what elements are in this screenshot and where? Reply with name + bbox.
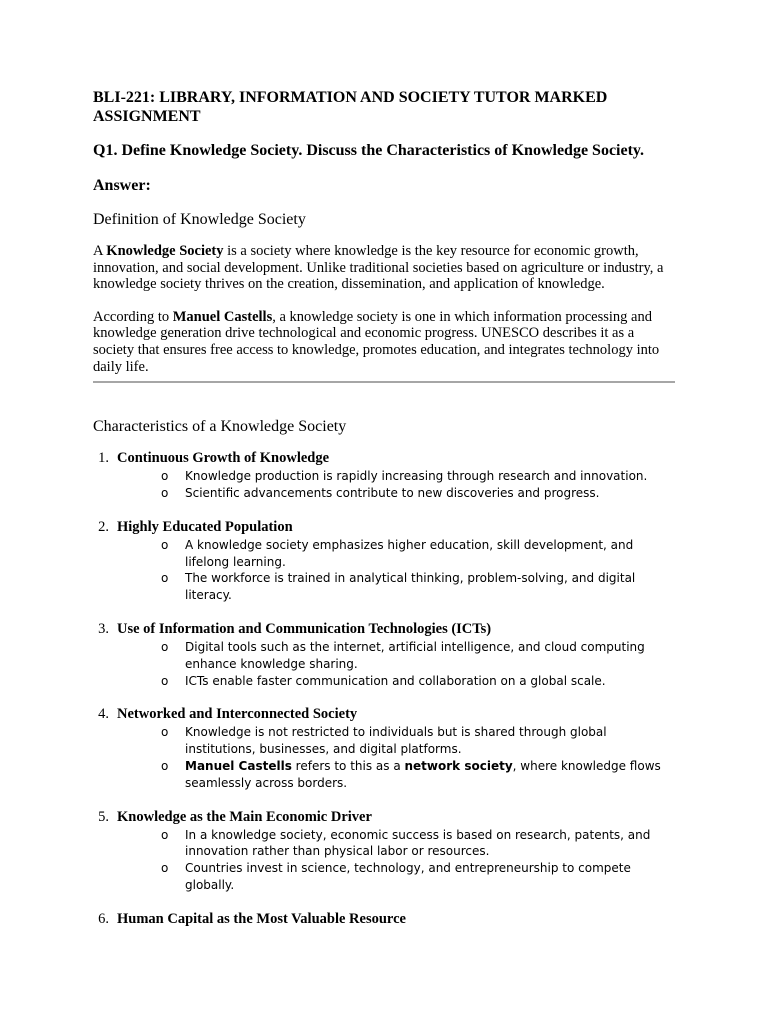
bullet-icon: o (161, 725, 169, 740)
item-number: 6. (98, 910, 109, 927)
sub-item-text-rich (185, 758, 675, 792)
document-title: BLI-221: LIBRARY, INFORMATION AND SOCIETY TUTOR MARKED ASSIGNMENT (93, 89, 608, 125)
para2-pre: According to (93, 308, 173, 325)
bullet-icon: o (161, 469, 169, 484)
sub-item-text: Countries invest in science, technology, and entrepreneurship to compete globally. (185, 861, 631, 892)
answer-label: Answer: (93, 177, 151, 194)
castells-paragraph (93, 309, 675, 375)
sub-item (93, 724, 675, 758)
bullet-icon: o (161, 827, 169, 842)
item-title: Use of Information and Communication Technologies (ICTs) (117, 620, 492, 637)
characteristics-list (93, 450, 675, 928)
item-title-row (93, 519, 675, 536)
sub-item (93, 827, 675, 861)
item-number: 2. (98, 518, 109, 535)
sub-list (93, 639, 675, 689)
bullet-icon: o (161, 758, 169, 773)
definition-heading (93, 210, 675, 229)
para1-post: is a society where knowledge is the key resource for economic growth, innovation, and social development. Unlike traditional societies based on agriculture or industry, a knowledge society thrives on the creation, dissemination, and application of knowledge. (93, 243, 664, 293)
sub-item-text: Digital tools such as the internet, artificial intelligence, and cloud computing enhance knowledge sharing. (185, 639, 645, 671)
sub-item (93, 860, 675, 894)
characteristics-heading: Characteristics of a Knowledge Society (93, 418, 347, 436)
definition-heading-text: Definition of Knowledge Society (93, 211, 306, 228)
item-number: 1. (98, 450, 109, 467)
bullet-icon: o (161, 639, 169, 654)
question-heading: Q1. Define Knowledge Society. Discuss the Characteristics of Knowledge Society. (93, 142, 645, 159)
bullet-icon: o (161, 673, 169, 688)
definition-paragraph (93, 243, 675, 293)
sub-item (93, 485, 675, 502)
sub-item-text: The workforce is trained in analytical thinking, problem-solving, and digital literacy. (185, 571, 636, 603)
list-item (93, 450, 675, 502)
sub-item (93, 570, 675, 604)
item-title-row (93, 911, 675, 928)
item-title-row (93, 809, 675, 826)
para2-post: , a knowledge society is one in which information processing and knowledge generation drive technological and economic progress. UNESCO describes it as a society that ensures free access to knowledge, promotes education, and integrates technology into daily life. (93, 308, 660, 375)
sub-item-text: In a knowledge society, economic success is based on research, patents, and innovation rather than physical labor or resources. (185, 827, 651, 859)
rich-text-2: , where knowledge flows seamlessly across borders. (185, 758, 661, 790)
item-title-row (93, 450, 675, 467)
sub-item-text: A knowledge society emphasizes higher education, skill development, and lifelong learning. (185, 537, 634, 569)
item-number: 5. (98, 808, 109, 825)
sub-item (93, 639, 675, 673)
castells-bold: Manuel Castells (185, 758, 292, 773)
item-title: Highly Educated Population (117, 518, 293, 535)
bullet-icon: o (161, 485, 169, 500)
list-item (93, 809, 675, 894)
sub-list (93, 537, 675, 604)
sub-item (93, 758, 675, 792)
sub-item-text: Knowledge is not restricted to individuals but is shared through global institutions, businesses, and digital platforms. (185, 725, 607, 757)
sub-list (93, 827, 675, 894)
bullet-icon: o (161, 861, 169, 876)
list-item (93, 911, 675, 928)
item-title: Human Capital as the Most Valuable Resource (117, 910, 406, 927)
list-item (93, 621, 675, 689)
sub-item (93, 673, 675, 690)
sub-list (93, 468, 675, 502)
bullet-icon: o (161, 537, 169, 552)
network-society-bold: network society (404, 758, 513, 773)
sub-list (93, 724, 675, 791)
para1-pre: A (93, 243, 107, 259)
item-number: 4. (98, 706, 109, 723)
list-item (93, 519, 675, 604)
item-title: Continuous Growth of Knowledge (117, 450, 330, 467)
item-title: Networked and Interconnected Society (117, 706, 358, 723)
item-title-row (93, 706, 675, 723)
sub-item-text: Knowledge production is rapidly increasing through research and innovation. (185, 469, 648, 484)
para2-bold: Manuel Castells (172, 308, 273, 325)
horizontal-divider (93, 381, 675, 383)
list-item (93, 706, 675, 791)
sub-item-text: ICTs enable faster communication and collaboration on a global scale. (185, 673, 606, 688)
bullet-icon: o (161, 571, 169, 586)
sub-item (93, 468, 675, 485)
item-number: 3. (98, 620, 109, 637)
document-body (93, 88, 675, 945)
sub-item-text: Scientific advancements contribute to new discoveries and progress. (185, 485, 600, 500)
rich-text-1: refers to this as a (291, 758, 405, 773)
item-title-row (93, 621, 675, 638)
para1-bold: Knowledge Society (106, 243, 224, 259)
sub-item (93, 537, 675, 571)
item-title: Knowledge as the Main Economic Driver (117, 808, 372, 825)
